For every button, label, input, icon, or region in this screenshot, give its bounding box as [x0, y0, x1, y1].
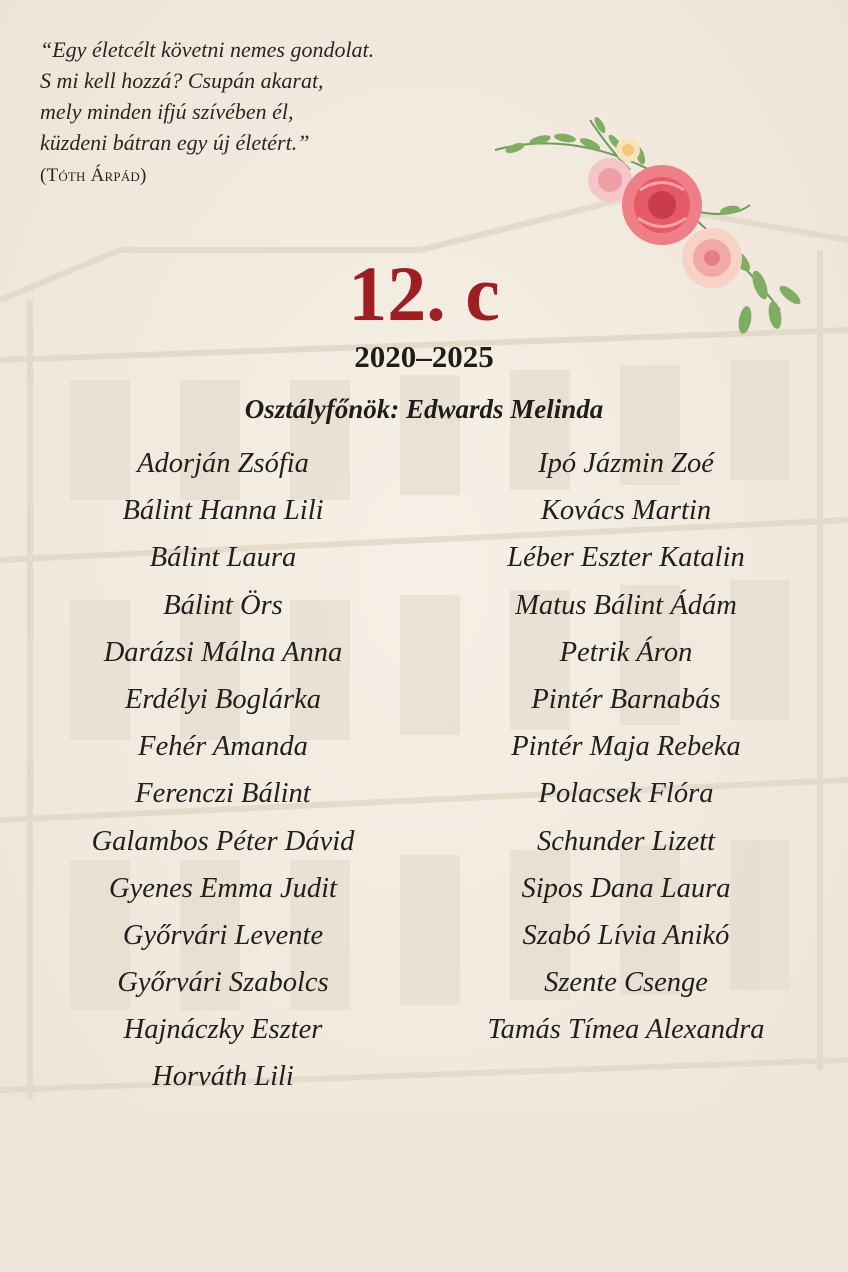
- quote-line: mely minden ifjú szívében él,: [40, 99, 294, 124]
- student-name: Szabó Lívia Anikó: [522, 919, 730, 951]
- student-name: Szente Csenge: [544, 967, 708, 999]
- quote-author: (Tóth Árpád): [40, 165, 147, 186]
- quote-block: [40, 34, 480, 191]
- student-name: Tamás Tímea Alexandra: [487, 1014, 765, 1046]
- student-name: Petrik Áron: [559, 636, 693, 668]
- student-list-right: [460, 440, 792, 1053]
- class-title: 12. c: [348, 250, 500, 337]
- student-name: Adorján Zsófia: [137, 448, 309, 479]
- student-name: Pintér Barnabás: [531, 683, 721, 715]
- student-name: Erdélyi Boglárka: [124, 683, 322, 715]
- student-name: Kovács Martin: [540, 495, 712, 527]
- student-name: Bálint Hanna Lili: [122, 495, 324, 527]
- student-name: Bálint Laura: [149, 542, 297, 574]
- student-name: Sipos Dana Laura: [521, 872, 731, 904]
- student-name: Horváth Lili: [152, 1061, 294, 1093]
- student-name: Schunder Lizett: [536, 825, 716, 857]
- student-name: Polacsek Flóra: [538, 778, 714, 810]
- class-teacher: Osztályfőnök: Edwards Melinda: [244, 394, 604, 424]
- student-name: Bálint Örs: [163, 589, 283, 621]
- student-name: Gyenes Emma Judit: [109, 872, 337, 904]
- student-name: Galambos Péter Dávid: [91, 825, 355, 857]
- student-name: Győrvári Levente: [122, 919, 324, 951]
- student-name: Fehér Amanda: [138, 731, 308, 763]
- quote-line: “Egy életcélt követni nemes gondolat.: [40, 37, 375, 62]
- class-years: 2020–2025: [354, 339, 494, 374]
- student-name: Matus Bálint Ádám: [515, 589, 737, 621]
- student-name: Győrvári Szabolcs: [117, 967, 329, 999]
- quote-line: küzdeni bátran egy új életért.”: [40, 130, 310, 155]
- student-name: Darázsi Málna Anna: [103, 636, 343, 668]
- student-name: Ferenczi Bálint: [135, 778, 311, 810]
- student-list-left: [58, 440, 388, 1101]
- student-name: Léber Eszter Katalin: [507, 542, 745, 574]
- student-name: Ipó Jázmin Zoé: [538, 448, 714, 479]
- quote-line: S mi kell hozzá? Csupán akarat,: [40, 68, 324, 93]
- student-name: Pintér Maja Rebeka: [511, 731, 741, 763]
- student-name: Hajnáczky Eszter: [123, 1014, 323, 1046]
